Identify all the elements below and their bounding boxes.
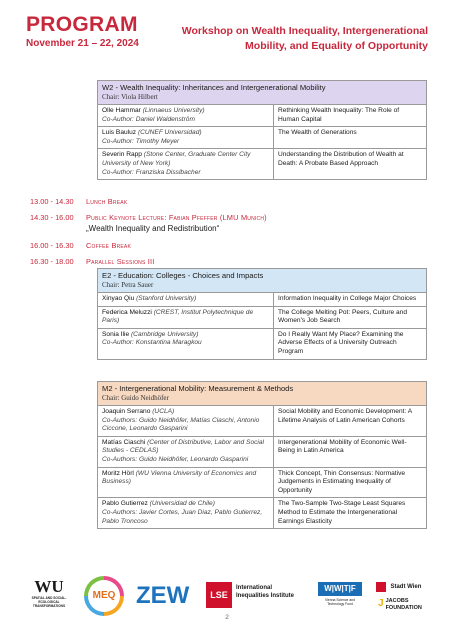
program-dates: November 21 – 22, 2024 [26, 38, 139, 49]
session-w2 [97, 80, 427, 180]
coauthors: Co-Author: Franziska Disslbacher [102, 168, 201, 176]
presenter-affiliation: (Universidad de Chile) [149, 500, 215, 508]
presenter-affiliation: (WU Vienna University of Economics and Business) [102, 469, 257, 486]
paper-title: The College Melting Pot: Peers, Culture and Women's Job Search [278, 308, 408, 325]
session-chair: Chair: Guido Neidhöfer [102, 394, 169, 402]
wwtf-logo-subtext: Vienna Science and Technology Fund [324, 598, 356, 607]
table-row [98, 149, 426, 179]
table-row [98, 127, 426, 149]
paper-title: Intergenerational Mobility of Economic Well-Being in Latin America [278, 438, 407, 455]
wu-logo-text: WU [34, 577, 64, 596]
presenter-name: Pablo Gutierrez [102, 500, 148, 508]
presenter-name: Joaquin Serrano [102, 408, 151, 415]
stadt-wien-logo [376, 578, 428, 596]
program-title: PROGRAM [26, 13, 138, 36]
jacobs-logo [378, 598, 428, 611]
meq-logo-text: MEQ [88, 580, 120, 612]
paper-title: Information Inequality in College Major Choices [278, 295, 417, 302]
schedule-time: 16.00 - 16.30 [30, 241, 74, 250]
presenter-name: Olle Hammar [102, 107, 141, 114]
presenter-affiliation: (Stone Center, Graduate Center City University of New York) [102, 151, 251, 167]
vienna-crest-icon [376, 582, 386, 592]
jacobs-logo-text: JACOBS FOUNDATION [385, 598, 422, 611]
paper-title: Understanding the Distribution of Wealth at Death: A Probate Based Approach [278, 151, 404, 167]
schedule-label: Public Keynote Lecture: Fabian Pfeffer (LMU Munich) [86, 213, 267, 222]
coauthors: Co-Authors: Guido Neidhöfer, Matías Ciaschi, Antonio Ciccone, Leonardo Gasparini [102, 416, 260, 433]
presenter-name: Sonia Ilie [102, 330, 130, 338]
session-chair: Chair: Viola Hilbert [102, 93, 158, 101]
lse-logo: LSE [206, 582, 232, 608]
presenter-affiliation: (CREST, Institut Polytechnique de Paris) [102, 308, 254, 325]
wu-logo [28, 578, 70, 608]
presenter-affiliation: (Linnaeus University) [142, 107, 205, 114]
presenter-name: Luis Bauluz [102, 129, 137, 137]
table-row [98, 498, 426, 528]
page-header [26, 14, 428, 60]
session-title: M2 - Intergenerational Mobility: Measurement & Methods [102, 384, 294, 393]
schedule-label: Coffee Break [86, 241, 132, 250]
paper-title: Thick Concept, Thin Consensus: Normative Judgements in Estimating Inequality of Opportunity [278, 469, 406, 494]
paper-title: Do I Really Want My Place? Examining the Adverse Effects of a University Outreach Program [278, 330, 404, 355]
schedule-label: Lunch Break [86, 197, 128, 206]
paper-title: The Two-Sample Two-Stage Least Squares Method to Estimate the Intergenerational Earnings Elasticity [278, 500, 406, 525]
presenter-affiliation: (CUNEF Universidad) [137, 129, 202, 137]
keynote-title: „Wealth Inequality and Redistribution“ [86, 224, 220, 233]
coauthors: Co-Author: Daniel Waldenström [102, 115, 195, 123]
workshop-title: Workshop on Wealth Inequality, Intergenerational Mobility, and Equality of Opportunity [181, 25, 428, 52]
session-header [98, 382, 426, 406]
schedule-label: Parallel Sessions III [86, 257, 155, 266]
session-header [98, 81, 426, 105]
table-row [98, 437, 426, 468]
page-number: 2 [225, 614, 229, 621]
coauthors: Co-Author: Timothy Meyer [102, 137, 180, 145]
presenter-name: Matías Ciaschi [102, 438, 146, 446]
coauthors: Co-Author: Konstantina Maragkou [102, 339, 202, 347]
schedule-time: 14.30 - 16.00 [30, 213, 74, 222]
presenter-name: Federica Meluzzi [102, 308, 152, 316]
coauthors: Co-Authors: Guido Neidhöfer, Leonardo Gasparini [102, 455, 249, 463]
table-row [98, 329, 426, 359]
jacobs-j-icon: J [378, 598, 384, 609]
paper-title: The Wealth of Generations [278, 129, 357, 137]
table-row [98, 468, 426, 499]
wwtf-logo-text: W|W|T|F [318, 582, 362, 596]
presenter-affiliation: (Cambridge University) [130, 330, 199, 338]
paper-title: Rethinking Wealth Inequality: The Role of Human Capital [278, 107, 400, 123]
presenter-name: Moritz Hörl [102, 469, 134, 477]
zew-logo: ZEW [136, 582, 190, 609]
stadt-wien-text: Stadt Wien [390, 583, 422, 590]
coauthors: Co-Authors: Javier Cortes, Juan Diaz, Pablo Gutierrez, Pablo Troncoso [102, 508, 263, 525]
session-header [98, 269, 426, 293]
session-e2 [97, 268, 427, 360]
presenter-name: Severin Rapp [102, 151, 142, 159]
paper-title: Social Mobility and Economic Development: A Lifetime Analysis of Latin American Cohorts [278, 408, 412, 424]
table-row [98, 307, 426, 329]
session-m2 [97, 381, 427, 529]
table-row [98, 406, 426, 437]
wwtf-logo [318, 582, 362, 607]
schedule-time: 16.30 - 18.00 [30, 257, 74, 266]
presenter-affiliation: (Stanford University) [136, 295, 197, 302]
presenter-affiliation: (Center of Distributive, Labor and Social Studies - CEDLAS) [102, 438, 265, 455]
session-title: W2 - Wealth Inequality: Inheritances and Intergenerational Mobility [102, 83, 326, 92]
table-row [98, 293, 426, 307]
table-row [98, 105, 426, 127]
sponsor-logos [28, 576, 428, 616]
lse-logo-text: International Inequalities Institute [236, 585, 295, 599]
presenter-affiliation: (UCLA) [152, 408, 175, 415]
session-title: E2 - Education: Colleges - Choices and Impacts [102, 271, 264, 280]
wu-logo-subtext: SPATIAL AND SOCIAL-ECOLOGICAL TRANSFORMATIONS [31, 596, 67, 608]
presenter-name: Xinyao Qiu [102, 295, 135, 302]
meq-logo [84, 576, 124, 616]
schedule-time: 13.00 - 14.30 [30, 197, 74, 206]
session-chair: Chair: Petra Sauer [102, 281, 154, 289]
